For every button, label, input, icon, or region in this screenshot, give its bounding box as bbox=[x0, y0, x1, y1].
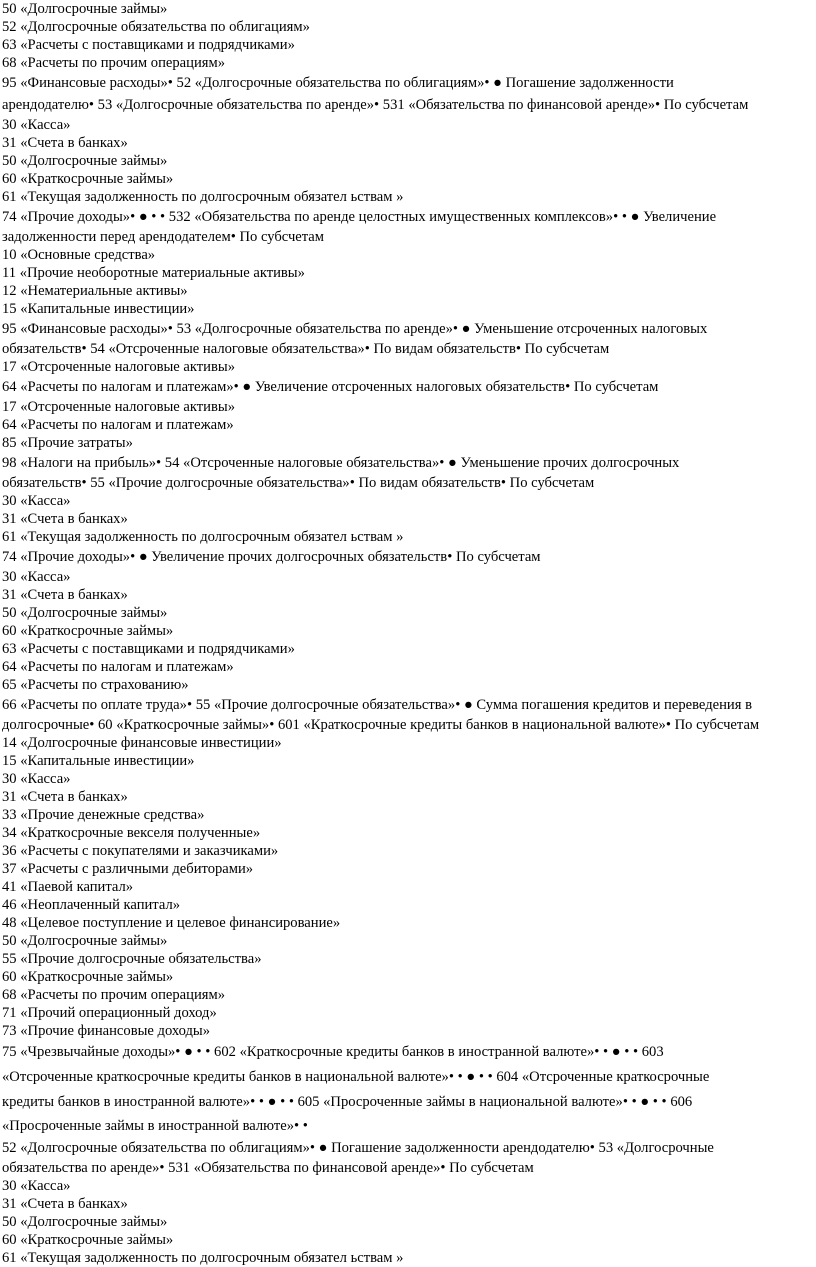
text-line: 15 «Капитальные инвестиции» bbox=[2, 753, 195, 769]
text-line: 68 «Расчеты по прочим операциям» bbox=[2, 987, 226, 1003]
text-line: 64 «Расчеты по налогам и платежам» bbox=[2, 417, 234, 433]
text-line: 68 «Расчеты по прочим операциям» bbox=[2, 55, 226, 71]
text-line: 73 «Прочие финансовые доходы» bbox=[2, 1023, 211, 1039]
text-line: 50 «Долгосрочные займы» bbox=[2, 1214, 168, 1230]
text-line: 65 «Расчеты по страхованию» bbox=[2, 677, 189, 693]
text-line: 61 «Текущая задолженность по долгосрочным обязател ьствам » bbox=[2, 1250, 404, 1266]
text-line: 98 «Налоги на прибыль»• 54 «Отсроченные налоговые обязательства»• ● Уменьшение прочих долгосрочных bbox=[2, 455, 680, 471]
text-line: 41 «Паевой капитал» bbox=[2, 879, 134, 895]
text-line: 85 «Прочие затраты» bbox=[2, 435, 133, 451]
text-line: 61 «Текущая задолженность по долгосрочным обязател ьствам » bbox=[2, 189, 404, 205]
text-line: 11 «Прочие необоротные материальные активы» bbox=[2, 265, 305, 281]
text-line: 10 «Основные средства» bbox=[2, 247, 156, 263]
text-line: 60 «Краткосрочные займы» bbox=[2, 171, 174, 187]
text-line: 31 «Счета в банках» bbox=[2, 511, 128, 527]
text-line: 36 «Расчеты с покупателями и заказчиками» bbox=[2, 843, 279, 859]
text-line: 74 «Прочие доходы»• ● Увеличение прочих долгосрочных обязательств• По субсчетам bbox=[2, 549, 541, 565]
text-line: 46 «Неоплаченный капитал» bbox=[2, 897, 181, 913]
text-line: 30 «Касса» bbox=[2, 569, 71, 585]
text-line: 50 «Долгосрочные займы» bbox=[2, 1, 168, 17]
text-line: 30 «Касса» bbox=[2, 117, 71, 133]
text-line: 31 «Счета в банках» bbox=[2, 135, 128, 151]
text-line: 14 «Долгосрочные финансовые инвестиции» bbox=[2, 735, 282, 751]
text-line: 17 «Отсроченные налоговые активы» bbox=[2, 399, 235, 415]
text-line: 64 «Расчеты по налогам и платежам»• ● Увеличение отсроченных налоговых обязательств• По субсчетам bbox=[2, 379, 659, 395]
text-line: 34 «Краткосрочные векселя полученные» bbox=[2, 825, 261, 841]
text-line: 37 «Расчеты с различными дебиторами» bbox=[2, 861, 254, 877]
text-line: «Отсроченные краткосрочные кредиты банков в национальной валюте»• • ● • • 604 «Отсроченные краткосрочные bbox=[2, 1069, 710, 1085]
text-line: 48 «Целевое поступление и целевое финансирование» bbox=[2, 915, 341, 931]
text-line: «Просроченные займы в иностранной валюте»• • bbox=[2, 1118, 308, 1134]
text-line: 63 «Расчеты с поставщиками и подрядчиками» bbox=[2, 641, 295, 657]
text-line: 61 «Текущая задолженность по долгосрочным обязател ьствам » bbox=[2, 529, 404, 545]
text-line: 71 «Прочий операционный доход» bbox=[2, 1005, 217, 1021]
text-line: 17 «Отсроченные налоговые активы» bbox=[2, 359, 235, 375]
text-line: задолженности перед арендодателем• По субсчетам bbox=[2, 229, 325, 245]
text-line: 50 «Долгосрочные займы» bbox=[2, 605, 168, 621]
text-line: обязательств• 55 «Прочие долгосрочные обязательства»• По видам обязательств• По субсчетам bbox=[2, 475, 595, 491]
text-line: кредиты банков в иностранной валюте»• • ● • • 605 «Просроченные займы в национальной валюте»• • ● • • 606 bbox=[2, 1094, 693, 1110]
text-line: 31 «Счета в банках» bbox=[2, 587, 128, 603]
text-line: арендодателю• 53 «Долгосрочные обязательства по аренде»• 531 «Обязательства по финансовой аренде»• По субсчетам bbox=[2, 97, 749, 113]
text-line: 55 «Прочие долгосрочные обязательства» bbox=[2, 951, 262, 967]
text-line: 75 «Чрезвычайные доходы»• ● • • 602 «Краткосрочные кредиты банков в иностранной валюте»• • ● • • 603 bbox=[2, 1044, 664, 1060]
text-line: 52 «Долгосрочные обязательства по облигациям» bbox=[2, 19, 310, 35]
text-line: 52 «Долгосрочные обязательства по облигациям»• ● Погашение задолженности арендодателю• 53 «Долгосрочные bbox=[2, 1140, 714, 1156]
text-line: 50 «Долгосрочные займы» bbox=[2, 153, 168, 169]
text-line: обязательств• 54 «Отсроченные налоговые обязательства»• По видам обязательств• По субсчетам bbox=[2, 341, 610, 357]
text-line: 63 «Расчеты с поставщиками и подрядчиками» bbox=[2, 37, 295, 53]
text-line: 95 «Финансовые расходы»• 53 «Долгосрочные обязательства по аренде»• ● Уменьшение отсроченных налоговых bbox=[2, 321, 708, 337]
text-line: 60 «Краткосрочные займы» bbox=[2, 969, 174, 985]
text-line: 30 «Касса» bbox=[2, 1178, 71, 1194]
text-line: 30 «Касса» bbox=[2, 771, 71, 787]
text-line: долгосрочные• 60 «Краткосрочные займы»• 601 «Краткосрочные кредиты банков в национальной валюте»• По субсчетам bbox=[2, 717, 760, 733]
text-line: 50 «Долгосрочные займы» bbox=[2, 933, 168, 949]
text-line: 60 «Краткосрочные займы» bbox=[2, 1232, 174, 1248]
text-line: 31 «Счета в банках» bbox=[2, 789, 128, 805]
text-line: 74 «Прочие доходы»• ● • • 532 «Обязательства по аренде целостных имущественных комплексов»• • ● Увеличение bbox=[2, 209, 717, 225]
text-line: 15 «Капитальные инвестиции» bbox=[2, 301, 195, 317]
text-line: 66 «Расчеты по оплате труда»• 55 «Прочие долгосрочные обязательства»• ● Сумма погашения кредитов и переведения в bbox=[2, 697, 752, 713]
text-line: 64 «Расчеты по налогам и платежам» bbox=[2, 659, 234, 675]
text-line: 60 «Краткосрочные займы» bbox=[2, 623, 174, 639]
text-line: 30 «Касса» bbox=[2, 493, 71, 509]
text-line: 12 «Нематериальные активы» bbox=[2, 283, 188, 299]
text-line: 33 «Прочие денежные средства» bbox=[2, 807, 205, 823]
text-line: 31 «Счета в банках» bbox=[2, 1196, 128, 1212]
text-line: обязательства по аренде»• 531 «Обязательства по финансовой аренде»• По субсчетам bbox=[2, 1160, 534, 1176]
text-line: 95 «Финансовые расходы»• 52 «Долгосрочные обязательства по облигациям»• ● Погашение задолженности bbox=[2, 75, 674, 91]
